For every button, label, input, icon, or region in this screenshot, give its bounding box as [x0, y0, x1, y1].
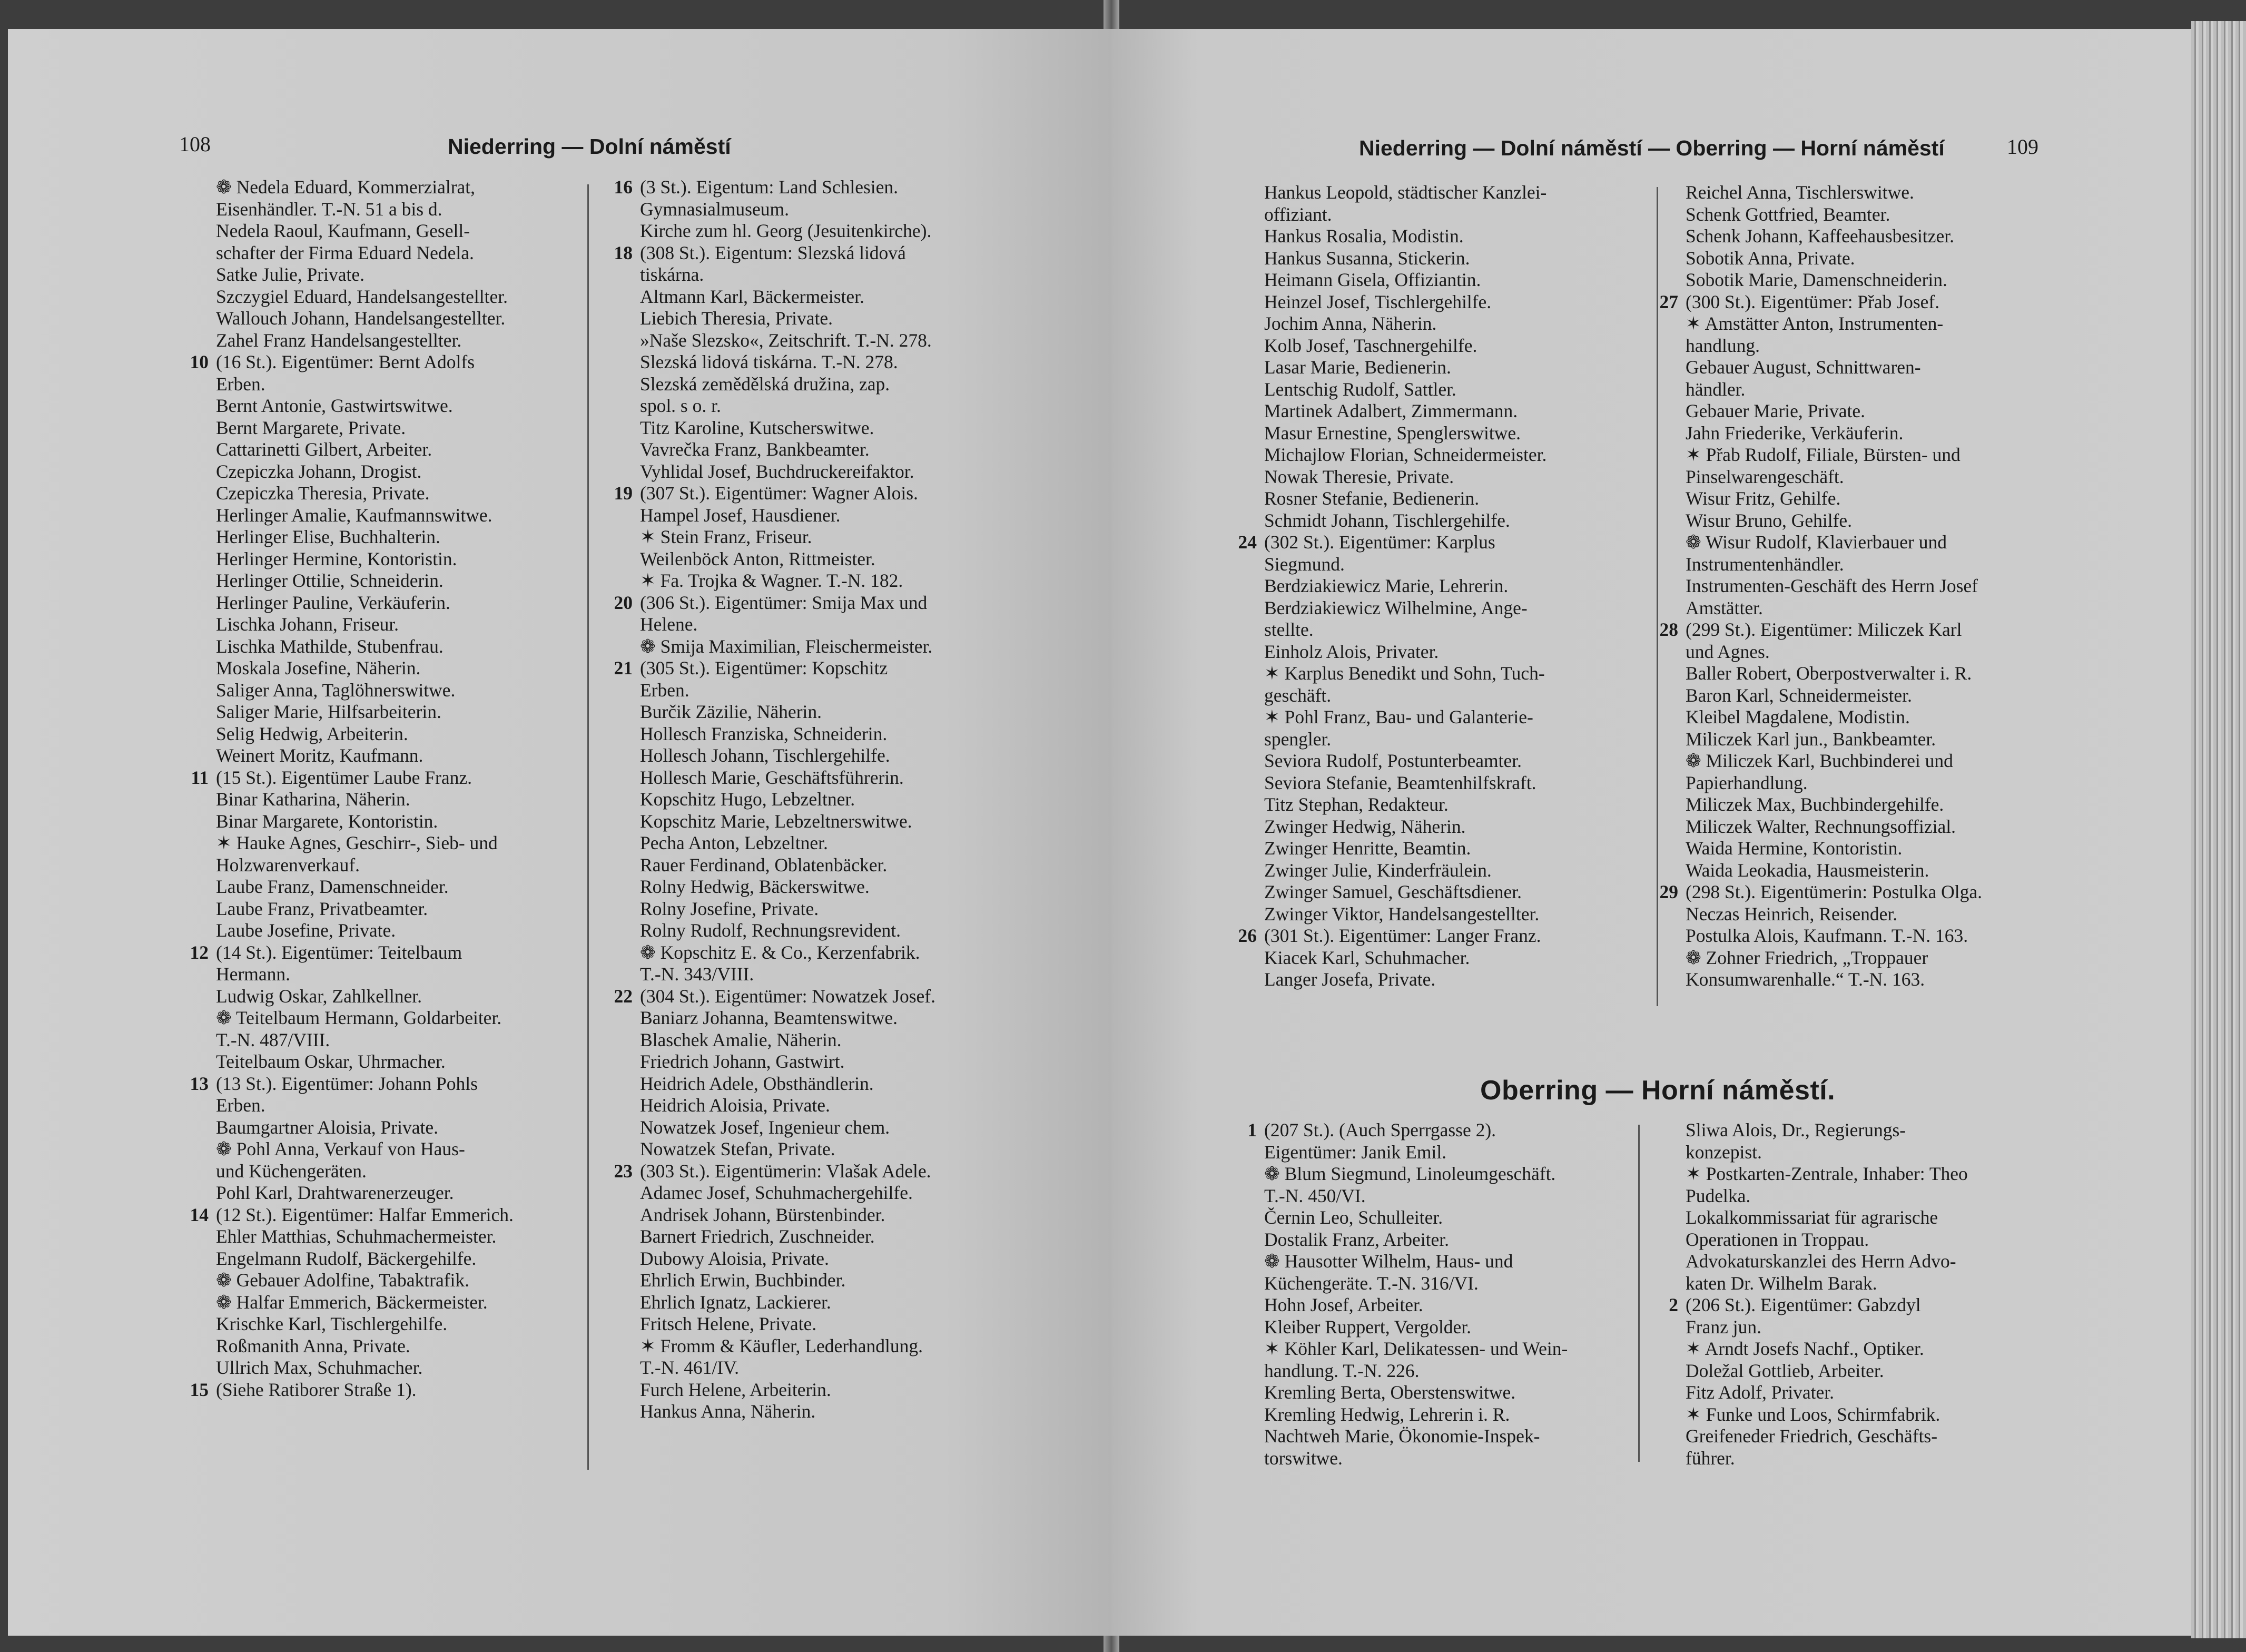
entry-line: Saliger Marie, Hilfsarbeiterin.: [216, 701, 441, 722]
entry-line: offiziant.: [1264, 203, 1332, 225]
entry-line: Miliczek Karl jun., Bankbeamter.: [1686, 728, 1936, 750]
entry-line: torswitwe.: [1264, 1447, 1343, 1469]
entry-line: Papierhandlung.: [1686, 772, 1808, 793]
entry-line: Waida Leokadia, Hausmeisterin.: [1686, 859, 1929, 881]
entry-line: Masur Ernestine, Spenglerswitwe.: [1264, 422, 1521, 444]
entry-line: Herlinger Ottilie, Schneiderin.: [216, 570, 444, 591]
entry-line: Berdziakiewicz Marie, Lehrerin.: [1264, 575, 1509, 596]
entry-line: T.-N. 343/VIII.: [640, 963, 754, 985]
house-entry: [1247, 1119, 1664, 1469]
right-page: [1111, 29, 2191, 1636]
entry-line: Barnert Friedrich, Zuschneider.: [640, 1226, 875, 1247]
entry-line: Hermann.: [216, 963, 290, 985]
entry-line: Baller Robert, Oberpostverwalter i. R.: [1686, 663, 1972, 684]
entry-line: Kolb Josef, Taschnergehilfe.: [1264, 335, 1477, 356]
entry-line: Seviora Stefanie, Beamtenhilfskraft.: [1264, 772, 1536, 793]
entry-line: Selig Hedwig, Arbeiterin.: [216, 723, 408, 744]
entry-line: (306 St.). Eigentümer: Smija Max und: [640, 592, 928, 613]
entry-line: Wisur Fritz, Gehilfe.: [1686, 488, 1841, 509]
entry-line: Ullrich Max, Schuhmacher.: [216, 1357, 423, 1378]
entry-line: Szczygiel Eduard, Handelsangestellter.: [216, 286, 508, 307]
entry-line: Krischke Karl, Tischlergehilfe.: [216, 1313, 448, 1334]
house-number: 11: [191, 766, 209, 788]
entry-line: Andrisek Johann, Bürstenbinder.: [640, 1204, 885, 1225]
entry-line: Kopschitz Hugo, Lebzeltner.: [640, 789, 855, 810]
entry-line: Schenk Gottfried, Beamter.: [1686, 203, 1890, 225]
house-entry: [614, 176, 1019, 242]
entry-line: Instrumentenhändler.: [1686, 553, 1844, 575]
entry-line: Sobotik Anna, Private.: [1686, 247, 1855, 269]
house-entry: [614, 242, 1019, 483]
entry-line: (304 St.). Eigentümer: Nowatzek Josef.: [640, 985, 935, 1007]
entry-line: Schmidt Johann, Tischlergehilfe.: [1264, 509, 1510, 531]
entry-line: ✶ Amstätter Anton, Instrumenten-: [1686, 313, 1944, 334]
entry-line: handlung.: [1686, 335, 1760, 356]
entry-line: Hollesch Marie, Geschäftsführerin.: [640, 766, 904, 788]
entry-line: ✶ Pohl Franz, Bau- und Galanterie-: [1264, 706, 1533, 727]
house-number: 23: [614, 1160, 633, 1182]
entry-line: ✶ Köhler Karl, Delikatessen- und Wein-: [1264, 1338, 1568, 1359]
entry-line: Küchengeräte. T.-N. 316/VI.: [1264, 1272, 1479, 1294]
entry-line: Erben.: [216, 1095, 265, 1116]
entry-line: Miliczek Max, Buchbindergehilfe.: [1686, 794, 1944, 815]
entry-line: Burčik Zäzilie, Näherin.: [640, 701, 822, 722]
entry-line: stellte.: [1264, 619, 1314, 640]
entry-line: Seviora Rudolf, Postunterbeamter.: [1264, 750, 1522, 771]
entry-line: Rauer Ferdinand, Oblatenbäcker.: [640, 854, 888, 876]
right-column-3: [1247, 1119, 1664, 1469]
page-edges: [2191, 21, 2246, 1638]
running-header-left: Niederring — Dolní náměstí: [448, 134, 731, 159]
entry-line: ✶ Fromm & Käufler, Lederhandlung.: [640, 1335, 923, 1356]
entry-line: ✶ Funke und Loos, Schirmfabrik.: [1686, 1403, 1940, 1425]
entry-line: Blaschek Amalie, Näherin.: [640, 1029, 842, 1050]
entry-line: Bernt Antonie, Gastwirtswitwe.: [216, 395, 453, 416]
entry-line: Herlinger Hermine, Kontoristin.: [216, 548, 457, 569]
entry-line: Erben.: [640, 679, 689, 701]
entry-line: Zwinger Henritte, Beamtin.: [1264, 838, 1471, 859]
entry-line: Berdziakiewicz Wilhelmine, Ange-: [1264, 597, 1528, 618]
entry-line: Zwinger Julie, Kinderfräulein.: [1264, 859, 1492, 881]
entry-line: Binar Margarete, Kontoristin.: [216, 810, 438, 832]
entry-line: Wisur Bruno, Gehilfe.: [1686, 509, 1853, 531]
entry-line: Baumgartner Aloisia, Private.: [216, 1116, 438, 1138]
entry-line: ❁ Smija Maximilian, Fleischermeister.: [640, 635, 933, 657]
entry-line: Hankus Rosalia, Modistin.: [1264, 225, 1464, 247]
entry-line: Zahel Franz Handelsangestellter.: [216, 329, 462, 351]
entry-line: (298 St.). Eigentümerin: Postulka Olga.: [1686, 881, 1983, 902]
entry-line: Hampel Josef, Hausdiener.: [640, 504, 841, 526]
entry-line: Amstätter.: [1686, 597, 1763, 618]
entry-line: Kremling Hedwig, Lehrerin i. R.: [1264, 1403, 1510, 1425]
house-number: 14: [190, 1204, 209, 1225]
page-number-right: 109: [2007, 135, 2038, 159]
entry-line: Roßmanith Anna, Private.: [216, 1335, 410, 1356]
left-column-2: [614, 176, 1019, 1423]
house-number: 21: [614, 657, 633, 678]
entry-line: Gebauer August, Schnittwaren-: [1686, 357, 1921, 378]
entry-line: Rosner Stefanie, Bedienerin.: [1264, 488, 1480, 509]
entry-line: Pohl Karl, Drahtwarenerzeuger.: [216, 1182, 454, 1203]
entry-line: Titz Stephan, Redakteur.: [1264, 794, 1449, 815]
entry-line: Eisenhändler. T.-N. 51 a bis d.: [216, 198, 442, 220]
entry-line: Friedrich Johann, Gastwirt.: [640, 1051, 845, 1072]
entry-line: Michajlow Florian, Schneidermeister.: [1264, 444, 1547, 465]
entry-line: Vyhlidal Josef, Buchdruckereifaktor.: [640, 460, 914, 482]
house-entry: [614, 657, 1019, 986]
entry-line: Kiacek Karl, Schuhmacher.: [1264, 947, 1470, 968]
entry-line: Kopschitz Marie, Lebzeltnerswitwe.: [640, 810, 912, 832]
house-entry: [614, 592, 1019, 658]
entry-line: ❁ Kopschitz E. & Co., Kerzenfabrik.: [640, 941, 920, 963]
entry-line: Ehrlich Erwin, Buchbinder.: [640, 1270, 846, 1291]
house-entry: [190, 351, 595, 767]
entry-line: Sobotik Marie, Damenschneiderin.: [1686, 269, 1947, 290]
entry-line: Slezská zemědělská družina, zap.: [640, 373, 890, 395]
entry-line: ❁ Teitelbaum Hermann, Goldarbeiter.: [216, 1007, 502, 1028]
entry-line: Fritsch Helene, Private.: [640, 1313, 817, 1334]
entry-line: Cattarinetti Gilbert, Arbeiter.: [216, 439, 432, 460]
house-number: 28: [1659, 619, 1678, 640]
entry-line: Kleiber Ruppert, Vergolder.: [1264, 1316, 1472, 1338]
house-entry: [614, 1160, 1019, 1423]
entry-line: Helene.: [640, 614, 698, 635]
entry-line: (12 St.). Eigentümer: Halfar Emmerich.: [216, 1204, 514, 1225]
entry-line: Heinzel Josef, Tischlergehilfe.: [1264, 291, 1492, 312]
house-number: 13: [190, 1073, 209, 1094]
running-header-right: Niederring — Dolní náměstí — Oberring — Horní náměstí: [1359, 136, 1945, 160]
entry-line: Bernt Margarete, Private.: [216, 417, 406, 438]
entry-line: handlung. T.-N. 226.: [1264, 1360, 1420, 1381]
entry-line: Dostalik Franz, Arbeiter.: [1264, 1228, 1449, 1250]
entry-line: Franz jun.: [1686, 1316, 1761, 1338]
house-entry: [1659, 619, 2086, 881]
entry-line: Lischka Mathilde, Stubenfrau.: [216, 635, 444, 657]
entry-line: Pecha Anton, Lebzeltner.: [640, 832, 828, 853]
house-number: 27: [1659, 291, 1678, 312]
entry-line: Gebauer Marie, Private.: [1686, 400, 1866, 421]
entry-line: ❁ Nedela Eduard, Kommerzialrat,: [216, 176, 476, 198]
entry-line: Hankus Susanna, Stickerin.: [1264, 247, 1470, 269]
entry-line: Gymnasialmuseum.: [640, 198, 789, 220]
house-entry: [1686, 1119, 2086, 1294]
house-number: 10: [190, 351, 209, 372]
entry-line: und Küchengeräten.: [216, 1160, 367, 1182]
entry-line: (15 St.). Eigentümer Laube Franz.: [216, 766, 472, 788]
entry-line: geschäft.: [1264, 684, 1332, 706]
entry-line: Pinselwarengeschäft.: [1686, 466, 1844, 487]
entry-line: Martinek Adalbert, Zimmermann.: [1264, 400, 1518, 421]
entry-line: Dubowy Aloisia, Private.: [640, 1247, 829, 1269]
entry-line: Fitz Adolf, Privater.: [1686, 1382, 1835, 1403]
entry-line: Ehler Matthias, Schuhmachermeister.: [216, 1226, 497, 1247]
entry-line: Baron Karl, Schneidermeister.: [1686, 684, 1912, 706]
entry-line: Miliczek Walter, Rechnungsoffizial.: [1686, 815, 1956, 837]
entry-line: Lischka Johann, Friseur.: [216, 614, 399, 635]
left-column-1: [190, 176, 595, 1401]
entry-line: katen Dr. Wilhelm Barak.: [1686, 1272, 1877, 1294]
entry-line: Ludwig Oskar, Zahlkellner.: [216, 985, 422, 1007]
right-column-4: [1669, 1119, 2086, 1469]
entry-line: ✶ Hauke Agnes, Geschirr-, Sieb- und: [216, 832, 498, 853]
entry-line: Titz Karoline, Kutscherswitwe.: [640, 417, 874, 438]
house-entry: [1659, 881, 2086, 991]
entry-line: Nowatzek Stefan, Private.: [640, 1138, 835, 1159]
entry-line: Neczas Heinrich, Reisender.: [1686, 903, 1898, 925]
house-number: 16: [614, 176, 633, 198]
house-entry: [1264, 182, 1664, 532]
entry-line: Schenk Johann, Kaffeehausbesitzer.: [1686, 225, 1954, 247]
entry-line: Operationen in Troppau.: [1686, 1228, 1869, 1250]
entry-line: ✶ Postkarten-Zentrale, Inhaber: Theo: [1686, 1163, 1968, 1184]
entry-line: Zwinger Viktor, Handelsangestellter.: [1264, 903, 1540, 925]
entry-line: Hankus Anna, Näherin.: [640, 1401, 816, 1422]
entry-line: Advokaturskanzlei des Herrn Advo-: [1686, 1251, 1956, 1272]
house-entry: [1238, 532, 1664, 925]
house-entry: [190, 1204, 595, 1379]
house-entry: [190, 1379, 595, 1401]
entry-line: Lokalkommissariat für agrarische: [1686, 1207, 1938, 1228]
house-number: 12: [190, 941, 209, 963]
entry-line: (308 St.). Eigentum: Slezská lidová: [640, 242, 906, 263]
entry-line: ✶ Arndt Josefs Nachf., Optiker.: [1686, 1338, 1924, 1359]
entry-line: händler.: [1686, 378, 1746, 400]
entry-line: Herlinger Elise, Buchhalterin.: [216, 526, 440, 547]
entry-line: ❁ Halfar Emmerich, Bäckermeister.: [216, 1291, 488, 1313]
right-column-1: [1238, 182, 1664, 991]
entry-line: Lentschig Rudolf, Sattler.: [1264, 378, 1456, 400]
entry-line: (302 St.). Eigentümer: Karplus: [1264, 532, 1495, 553]
entry-line: ❁ Pohl Anna, Verkauf von Haus-: [216, 1138, 465, 1159]
house-entry: [190, 1073, 595, 1204]
entry-line: Nowak Theresie, Private.: [1264, 466, 1454, 487]
entry-line: Waida Hermine, Kontoristin.: [1686, 838, 1903, 859]
entry-line: (206 St.). Eigentümer: Gabzdyl: [1686, 1294, 1921, 1315]
entry-line: (3 St.). Eigentum: Land Schlesien.: [640, 176, 899, 198]
entry-line: Postulka Alois, Kaufmann. T.-N. 163.: [1686, 925, 1968, 946]
entry-line: (Siehe Ratiborer Straße 1).: [216, 1379, 417, 1400]
entry-line: Doležal Gottlieb, Arbeiter.: [1686, 1360, 1884, 1381]
house-entry: [1669, 1294, 2086, 1469]
page-number-left: 108: [179, 132, 211, 156]
entry-line: Saliger Anna, Taglöhnerswitwe.: [216, 679, 456, 701]
entry-line: Konsumwarenhalle.“ T.-N. 163.: [1686, 969, 1925, 990]
entry-line: (305 St.). Eigentümer: Kopschitz: [640, 657, 888, 678]
entry-line: Rolny Josefine, Private.: [640, 898, 819, 919]
entry-line: Sliwa Alois, Dr., Regierungs-: [1686, 1119, 1906, 1140]
entry-line: Teitelbaum Oskar, Uhrmacher.: [216, 1051, 446, 1072]
left-page: [8, 29, 1111, 1636]
entry-line: schafter der Firma Eduard Nedela.: [216, 242, 474, 263]
entry-line: Jochim Anna, Näherin.: [1264, 313, 1437, 334]
entry-line: Slezská lidová tiskárna. T.-N. 278.: [640, 351, 898, 372]
entry-line: Vavrečka Franz, Bankbeamter.: [640, 439, 870, 460]
entry-line: Furch Helene, Arbeiterin.: [640, 1379, 831, 1400]
entry-line: ✶ Fa. Trojka & Wagner. T.-N. 182.: [640, 570, 903, 591]
entry-line: Lasar Marie, Bedienerin.: [1264, 357, 1451, 378]
house-entry: [614, 483, 1019, 592]
house-number: 20: [614, 592, 633, 613]
entry-line: Binar Katharina, Näherin.: [216, 789, 410, 810]
entry-line: Jahn Friederike, Verkäuferin.: [1686, 422, 1904, 444]
entry-line: (303 St.). Eigentümerin: Vlašak Adele.: [640, 1160, 931, 1182]
entry-line: Erben.: [216, 373, 265, 395]
entry-line: ❁ Wisur Rudolf, Klavierbauer und: [1686, 532, 1947, 553]
house-number: 26: [1238, 925, 1257, 946]
entry-line: konzepist.: [1686, 1141, 1762, 1163]
entry-line: (207 St.). (Auch Sperrgasse 2).: [1264, 1119, 1496, 1140]
entry-line: Hollesch Franziska, Schneiderin.: [640, 723, 888, 744]
entry-line: Kleibel Magdalene, Modistin.: [1686, 706, 1910, 727]
entry-line: Instrumenten-Geschäft des Herrn Josef: [1686, 575, 1978, 596]
entry-line: Nedela Raoul, Kaufmann, Gesell-: [216, 220, 470, 241]
entry-line: führer.: [1686, 1447, 1735, 1469]
entry-line: (14 St.). Eigentümer: Teitelbaum: [216, 941, 462, 963]
entry-line: Liebich Theresia, Private.: [640, 308, 833, 329]
house-entry: [614, 985, 1019, 1161]
entry-line: und Agnes.: [1686, 641, 1770, 662]
entry-line: Ehrlich Ignatz, Lackierer.: [640, 1291, 831, 1313]
house-entry: [1686, 182, 2086, 291]
house-entry: [190, 941, 595, 1073]
entry-line: Reichel Anna, Tischlerswitwe.: [1686, 182, 1914, 203]
entry-line: Hankus Leopold, städtischer Kanzlei-: [1264, 182, 1547, 203]
entry-line: Herlinger Pauline, Verkäuferin.: [216, 592, 450, 613]
house-number: 1: [1247, 1119, 1257, 1140]
entry-line: Zwinger Hedwig, Näherin.: [1264, 815, 1466, 837]
entry-line: Einholz Alois, Privater.: [1264, 641, 1439, 662]
entry-line: »Naše Slezsko«, Zeitschrift. T.-N. 278.: [640, 329, 932, 351]
house-number: 29: [1659, 881, 1678, 902]
entry-line: tiskárna.: [640, 264, 704, 285]
entry-line: Czepiczka Johann, Drogist.: [216, 460, 422, 482]
entry-line: ❁ Hausotter Wilhelm, Haus- und: [1264, 1251, 1513, 1272]
entry-line: spol. s o. r.: [640, 395, 721, 416]
entry-line: Nachtweh Marie, Ökonomie-Inspek-: [1264, 1425, 1540, 1447]
house-entry: [191, 766, 595, 942]
entry-line: Laube Franz, Privatbeamter.: [216, 898, 428, 919]
entry-line: ❁ Miliczek Karl, Buchbinderei und: [1686, 750, 1953, 771]
entry-line: Engelmann Rudolf, Bäckergehilfe.: [216, 1247, 477, 1269]
entry-line: Laube Josefine, Private.: [216, 920, 396, 941]
entry-line: (307 St.). Eigentümer: Wagner Alois.: [640, 483, 918, 504]
house-number: 24: [1238, 532, 1257, 553]
entry-line: (13 St.). Eigentümer: Johann Pohls: [216, 1073, 478, 1094]
entry-line: Heimann Gisela, Offiziantin.: [1264, 269, 1481, 290]
entry-line: Hollesch Johann, Tischlergehilfe.: [640, 745, 890, 766]
entry-line: Herlinger Amalie, Kaufmannswitwe.: [216, 504, 492, 526]
house-number: 22: [614, 985, 633, 1007]
entry-line: Adamec Josef, Schuhmachergehilfe.: [640, 1182, 913, 1203]
entry-line: Weilenböck Anton, Rittmeister.: [640, 548, 875, 569]
entry-line: Nowatzek Josef, Ingenieur chem.: [640, 1116, 890, 1138]
house-entry: [216, 176, 595, 351]
entry-line: Heidrich Adele, Obsthändlerin.: [640, 1073, 874, 1094]
entry-line: ✶ Karplus Benedikt und Sohn, Tuch-: [1264, 663, 1545, 684]
entry-line: ❁ Zohner Friedrich, „Troppauer: [1686, 947, 1928, 968]
entry-line: Langer Josefa, Private.: [1264, 969, 1436, 990]
entry-line: Heidrich Aloisia, Private.: [640, 1095, 830, 1116]
entry-line: Altmann Karl, Bäckermeister.: [640, 286, 864, 307]
entry-line: Wallouch Johann, Handelsangestellter.: [216, 308, 506, 329]
entry-line: ✶ Stein Franz, Friseur.: [640, 526, 812, 547]
entry-line: Kremling Berta, Oberstenswitwe.: [1264, 1382, 1516, 1403]
entry-line: (300 St.). Eigentümer: Přab Josef.: [1686, 291, 1940, 312]
house-number: 15: [190, 1379, 209, 1400]
entry-line: Rolny Hedwig, Bäckerswitwe.: [640, 876, 870, 897]
entry-line: Eigentümer: Janik Emil.: [1264, 1141, 1447, 1163]
column-rule: [1638, 1125, 1640, 1462]
house-number: 19: [614, 483, 633, 504]
right-column-2: [1659, 182, 2086, 991]
column-rule: [587, 184, 589, 1470]
entry-line: Černin Leo, Schulleiter.: [1264, 1207, 1443, 1228]
entry-line: Laube Franz, Damenschneider.: [216, 876, 449, 897]
entry-line: Moskala Josefine, Näherin.: [216, 657, 421, 678]
entry-line: Greifeneder Friedrich, Geschäfts-: [1686, 1425, 1938, 1447]
entry-line: spengler.: [1264, 728, 1332, 750]
entry-line: Holzwarenverkauf.: [216, 854, 360, 876]
house-entry: [1659, 291, 2086, 620]
entry-line: ❁ Blum Siegmund, Linoleumgeschäft.: [1264, 1163, 1556, 1184]
house-entry: [1238, 925, 1664, 991]
house-number: 2: [1669, 1294, 1678, 1315]
entry-line: (16 St.). Eigentümer: Bernt Adolfs: [216, 351, 475, 372]
entry-line: ❁ Gebauer Adolfine, Tabaktrafik.: [216, 1270, 470, 1291]
entry-line: T.-N. 450/VI.: [1264, 1185, 1366, 1206]
entry-line: Rolny Rudolf, Rechnungsrevident.: [640, 920, 901, 941]
entry-line: ✶ Přab Rudolf, Filiale, Bürsten- und: [1686, 444, 1961, 465]
entry-line: Czepiczka Theresia, Private.: [216, 483, 430, 504]
entry-line: Baniarz Johanna, Beamtenswitwe.: [640, 1007, 898, 1028]
entry-line: Satke Julie, Private.: [216, 264, 365, 285]
house-number: 18: [614, 242, 633, 263]
entry-line: Zwinger Samuel, Geschäftsdiener.: [1264, 881, 1522, 902]
section-title: Oberring — Horní náměstí.: [1480, 1075, 1836, 1106]
entry-line: Pudelka.: [1686, 1185, 1751, 1206]
entry-line: (299 St.). Eigentümer: Miliczek Karl: [1686, 619, 1962, 640]
entry-line: T.-N. 487/VIII.: [216, 1029, 330, 1050]
entry-line: T.-N. 461/IV.: [640, 1357, 740, 1378]
entry-line: Siegmund.: [1264, 553, 1345, 575]
entry-line: (301 St.). Eigentümer: Langer Franz.: [1264, 925, 1541, 946]
entry-line: Kirche zum hl. Georg (Jesuitenkirche).: [640, 220, 932, 241]
entry-line: Hohn Josef, Arbeiter.: [1264, 1294, 1423, 1315]
entry-line: Weinert Moritz, Kaufmann.: [216, 745, 423, 766]
